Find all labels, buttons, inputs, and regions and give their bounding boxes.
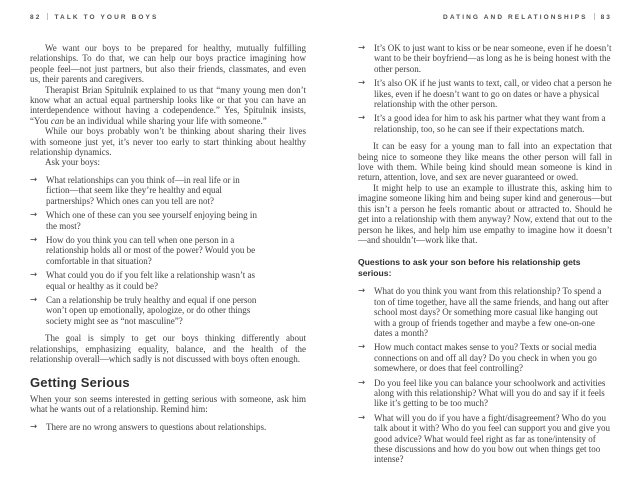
page-number-left: 82 (30, 14, 42, 21)
bullet-text: There are no wrong answers to questions about relationships. (46, 421, 267, 432)
bullet-text: What could you do if you felt like a relationship wasn’t as equal or healthy as it could be? (46, 270, 256, 291)
page-83 (320, 0, 640, 480)
page-82-content (30, 43, 306, 432)
bullet-item (30, 422, 306, 432)
paragraph: It might help to use an example to illustrate this, asking him to imagine someone liking him and being super kind and generous—but this isn’t a person he feels romantic about or attracted to. Should he get into a relationship with them anyway? Now, extend that out to the person he likes, and help him use empathy to imagine how it doesn’t—and shouldn’t—work like that. (358, 182, 612, 245)
bullet-item (358, 342, 612, 373)
bullet-item (358, 286, 612, 338)
paragraph: It can be easy for a young man to fall into an expectation that being nice to someone they like means the other person will fall in love with them. While being kind should mean someone is kind in return, attention, love, and sex are never guaranteed or owed. (358, 141, 612, 183)
arrow-bullet-icon: → (358, 286, 366, 297)
run-in-heading: Questions to ask your son before his relationship gets serious: (358, 257, 581, 279)
arrow-bullet-icon: → (30, 421, 38, 432)
page-number-right: 83 (600, 14, 612, 21)
italic-text: can (50, 115, 64, 126)
header-divider (47, 13, 48, 20)
section-heading: Getting Serious (30, 375, 130, 391)
bullet-text: It’s also OK if he just wants to text, call, or video chat a person he likes, even if he doesn’t want to go on dates or have a physical relationship with the other person. (374, 78, 612, 110)
bullet-item (358, 43, 612, 74)
bullet-text: What relationships can you think of—in real life or in fiction—that seem like they’re healthy and equal partnerships? Which ones can you tell are not? (46, 174, 240, 206)
bullet-text: Do you feel like you can balance your schoolwork and activities along with this relationship? What will you do and say if it feels like it’s getting to be too much? (374, 377, 606, 409)
arrow-bullet-icon: → (358, 377, 366, 388)
bullet-item (358, 413, 612, 465)
arrow-bullet-icon: → (358, 78, 366, 89)
bullet-text: What will you do if you have a fight/disagreement? Who do you talk about it with? Who do you feel can support you and give you good advice? What would feel right as far as tone/intensity of these discussions and how do you bow out when things get too intense? (374, 412, 611, 465)
arrow-bullet-icon: → (30, 174, 38, 185)
bullet-text: How do you think you can tell when one person in a relationship holds all or most of the power? Would you be comfortable in that situation? (46, 234, 256, 266)
arrow-bullet-icon: → (30, 270, 38, 281)
arrow-bullet-icon: → (30, 234, 38, 245)
arrow-bullet-icon: → (358, 412, 366, 423)
running-head-title-left: TALK TO YOUR BOYS (54, 14, 159, 21)
bullet-list (30, 422, 306, 432)
paragraph: When your son seems interested in getting serious with someone, ask him what he wants out of a relationship. Remind him: (30, 393, 306, 415)
bullet-text: Can a relationship be truly healthy and equal if one person won’t open up emotionally, apologize, or do other things society might see as “not masculine”? (46, 294, 257, 326)
running-head-left (30, 13, 306, 22)
bullet-text: How much contact makes sense to you? Texts or social media connections on and off all day? Do you check in when you go somewhere, or does that feel controlling? (374, 342, 597, 374)
arrow-bullet-icon: → (358, 113, 366, 124)
bullet-list (358, 286, 612, 465)
running-head-right (358, 13, 612, 22)
text-run: Therapist Brian Spitulnik explained to us that “many young men don’t know what an actual equal partnership looks like or that you can have an interdependence without having a codependence.” Yes, Spitulnik insists, “You (30, 84, 306, 126)
bullet-text: What do you think you want from this relationship? To spend a ton of time together, have all the same friends, and hang out after school most days? Or something more casual like hanging out with a group of friends together and maybe a few one-on-one dates a month? (374, 286, 609, 338)
paragraph: The goal is simply to get our boys thinking differently about relationships, emphasizing equality, balance, and the health of the relationship overall—which sadly is not discussed with boys often enough. (30, 333, 306, 364)
paragraph: We want our boys to be prepared for healthy, mutually fulfilling relationships. To do that, we can help our boys practice imagining how people feel—not just partners, but also their friends, classmates, and even us, their parents and caregivers. (30, 43, 306, 85)
arrow-bullet-icon: → (358, 342, 366, 353)
running-head-title-right: DATING AND RELATIONSHIPS (443, 14, 588, 21)
bullet-item (358, 78, 612, 109)
bullet-item (30, 295, 306, 326)
paragraph (30, 85, 306, 127)
text-run: be an individual while sharing your life with someone.” (63, 115, 267, 126)
header-divider (594, 13, 595, 20)
bullet-item (358, 378, 612, 409)
bullet-item (30, 210, 306, 231)
bullet-list (30, 175, 306, 326)
arrow-bullet-icon: → (30, 294, 38, 305)
bullet-text: Which one of these can you see yourself enjoying being in the most? (46, 210, 257, 231)
page-83-content (358, 43, 612, 465)
bullet-item (30, 235, 306, 266)
bullet-text: It’s OK to just want to kiss or be near someone, even if he doesn’t want to be their boyfriend—as long as he is being honest with the other person. (374, 43, 612, 74)
arrow-bullet-icon: → (30, 210, 38, 221)
bullet-item (30, 175, 306, 206)
paragraph: While our boys probably won’t be thinking about sharing their lives with someone just yet, it’s never too early to start thinking about healthy relationship dynamics. (30, 126, 306, 158)
bullet-item (30, 270, 306, 291)
paragraph: Ask your boys: (45, 157, 101, 168)
bullet-list (358, 43, 612, 134)
bullet-text: It’s a good idea for him to ask his partner what they want from a relationship, too, so he can see if their expectations match. (374, 113, 606, 134)
bullet-item (358, 113, 612, 134)
arrow-bullet-icon: → (358, 43, 366, 53)
